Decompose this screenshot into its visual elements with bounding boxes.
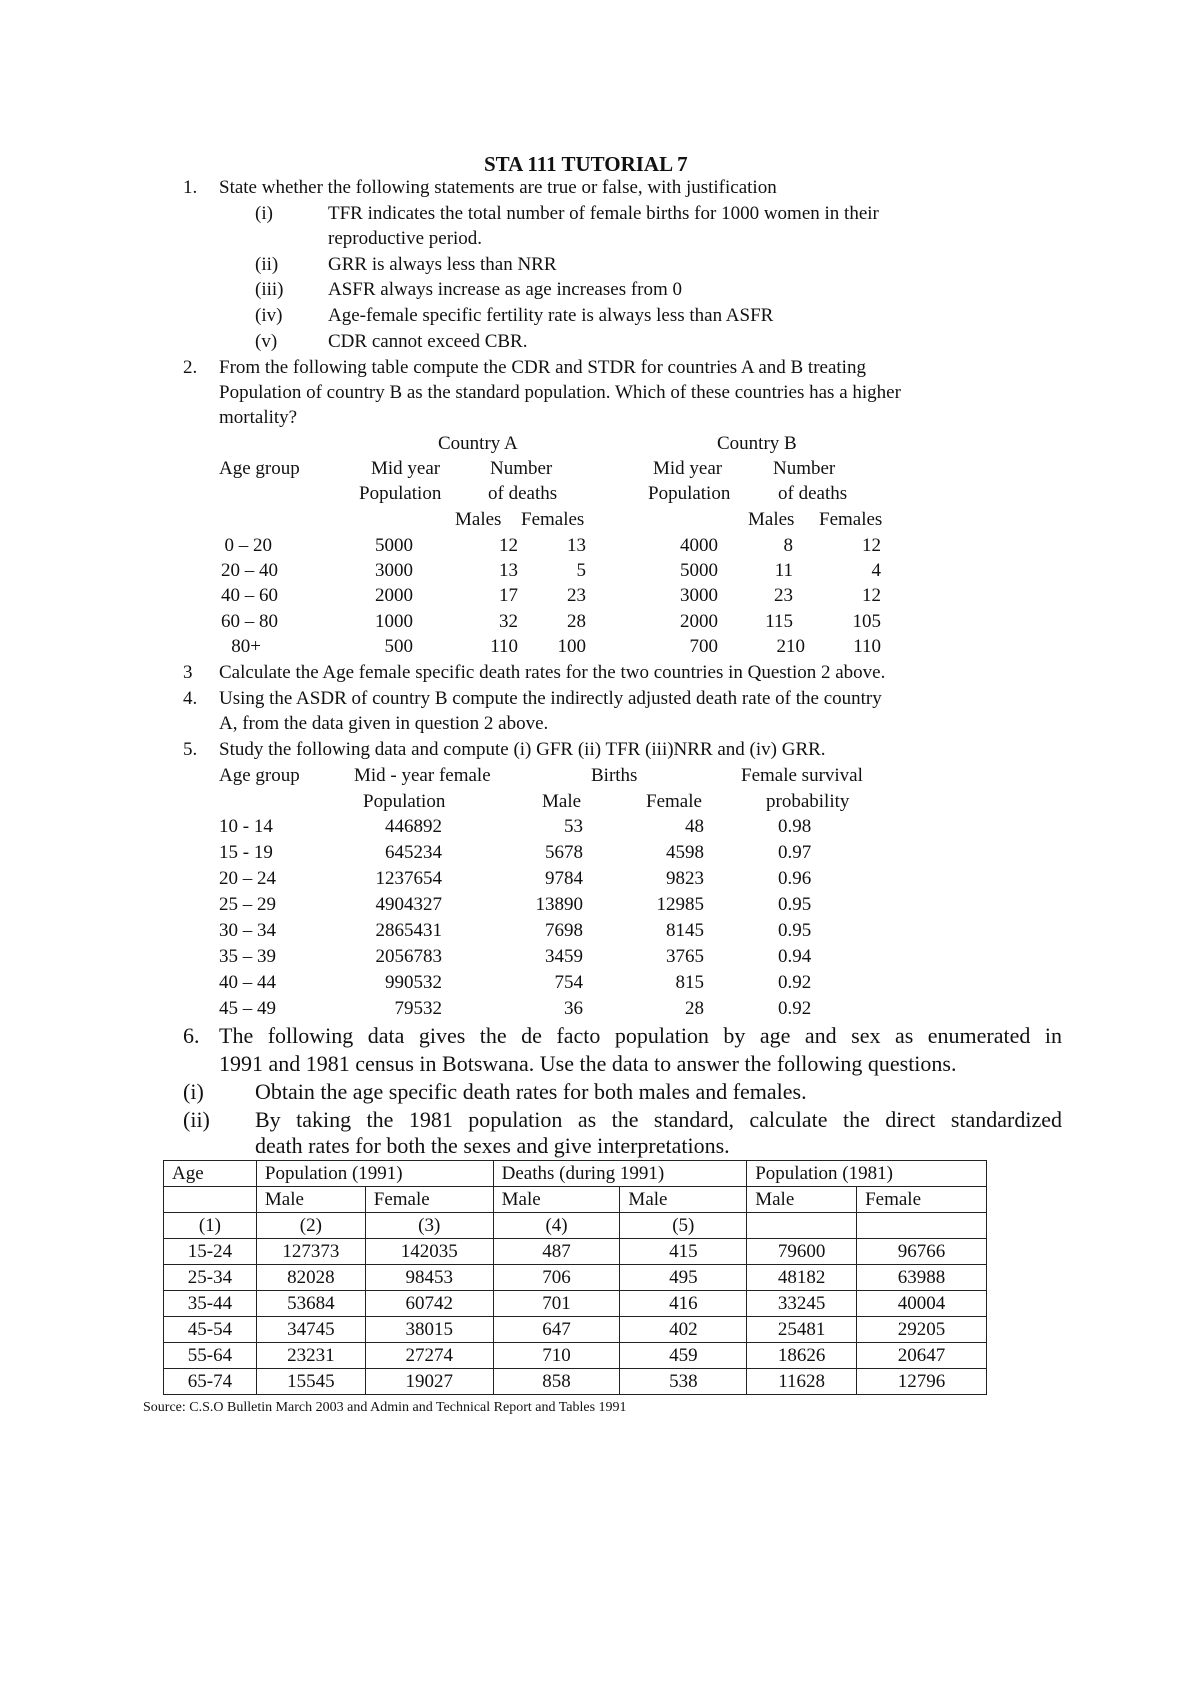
q5-cell-survival: 0.92 (778, 998, 812, 1019)
q5-cell-female-births: 28 (685, 998, 704, 1019)
q5-cell-survival: 0.95 (778, 920, 812, 941)
table-row (164, 1265, 987, 1291)
q2-header-females-b: Females (819, 509, 883, 530)
table-header-cell: Male (493, 1187, 620, 1213)
q3-text: Calculate the Age female specific death rates for the two countries in Question 2 above. (219, 662, 886, 683)
table-header-row (164, 1187, 987, 1213)
q5-cell-age: 30 – 34 (219, 920, 276, 941)
q2-cell-pop-a: 2000 (375, 585, 413, 606)
q5-cell-female-births: 8145 (666, 920, 704, 941)
q2-cell-pop-a: 3000 (375, 560, 413, 581)
q5-cell-female-births: 48 (685, 816, 704, 837)
q5-cell-female-births: 4598 (666, 842, 704, 863)
table-cell: 127373 (256, 1239, 365, 1265)
q2-cell-pop-a: 500 (384, 636, 413, 657)
table-cell: 33245 (747, 1291, 857, 1317)
table-header-cell: Male (256, 1187, 365, 1213)
table-cell: 706 (493, 1265, 620, 1291)
table-row (164, 1239, 987, 1265)
q5-cell-male-births: 5678 (545, 842, 583, 863)
q2-header-population-b: Population (648, 483, 731, 504)
q2-header-males-a: Males (455, 509, 502, 530)
q5-cell-female-births: 12985 (656, 894, 704, 915)
q6-part-label: (i) (183, 1079, 204, 1104)
q5-header-population: Population (363, 791, 446, 812)
q2-cell-pop-b: 700 (689, 636, 718, 657)
q2-cell-pop-b: 4000 (680, 535, 718, 556)
q5-cell-population: 4904327 (375, 894, 442, 915)
q2-header-of-deaths-b: of deaths (778, 483, 848, 504)
q5-cell-age: 45 – 49 (219, 998, 276, 1019)
table-cell: 29205 (857, 1317, 987, 1343)
q2-cell-males-b: 11 (774, 560, 793, 581)
table-cell: 23231 (256, 1343, 365, 1369)
q2-cell-females-b: 105 (852, 611, 881, 632)
table-cell: 487 (493, 1239, 620, 1265)
q6-part-text: By taking the 1981 population as the standard, calculate the direct standardized (255, 1107, 1062, 1132)
q4-text-line: Using the ASDR of country B compute the indirectly adjusted death rate of the country (219, 688, 882, 709)
q5-cell-survival: 0.94 (778, 946, 812, 967)
table-header-cell: Male (620, 1187, 747, 1213)
q2-cell-pop-a: 5000 (375, 535, 413, 556)
q2-header-country-a: Country A (438, 433, 518, 454)
q1-item-label: (iv) (255, 305, 283, 326)
q2-cell-age: 60 – 80 (221, 611, 278, 632)
q1-item-text: TFR indicates the total number of female births for 1000 women in their (328, 203, 879, 224)
table-cell: 79600 (747, 1239, 857, 1265)
q5-cell-male-births: 9784 (545, 868, 583, 889)
q5-cell-age: 35 – 39 (219, 946, 276, 967)
q5-cell-age: 40 – 44 (219, 972, 276, 993)
q2-cell-females-b: 12 (862, 535, 881, 556)
table-cell: 35-44 (164, 1291, 257, 1317)
page-title: STA 111 TUTORIAL 7 (484, 152, 688, 176)
table-cell: 25481 (747, 1317, 857, 1343)
q1-item-label: (iii) (255, 279, 284, 300)
table-cell: 18626 (747, 1343, 857, 1369)
q1-item-text: ASFR always increase as age increases from 0 (328, 279, 683, 300)
q1-item-label: (v) (255, 331, 278, 352)
table-cell: 142035 (365, 1239, 493, 1265)
q5-text: Study the following data and compute (i) GFR (ii) TFR (iii)NRR and (iv) GRR. (219, 739, 826, 760)
q5-cell-population: 2056783 (375, 946, 442, 967)
q5-cell-male-births: 7698 (545, 920, 583, 941)
table-row (164, 1369, 987, 1395)
q5-cell-male-births: 3459 (545, 946, 583, 967)
table-cell: 710 (493, 1343, 620, 1369)
q5-cell-survival: 0.92 (778, 972, 812, 993)
q1-number: 1. (183, 177, 198, 198)
q2-header-number-b: Number (773, 458, 836, 479)
q2-cell-females-b: 12 (862, 585, 881, 606)
q6-text-line: 1991 and 1981 census in Botswana. Use the data to answer the following questions. (219, 1051, 957, 1076)
q2-cell-males-b: 23 (774, 585, 793, 606)
q2-cell-pop-b: 5000 (680, 560, 718, 581)
q5-cell-population: 990532 (385, 972, 442, 993)
table-cell: 25-34 (164, 1265, 257, 1291)
q2-cell-age: 20 – 40 (221, 560, 278, 581)
table-cell: 63988 (857, 1265, 987, 1291)
q6-part-text: Obtain the age specific death rates for both males and females. (255, 1079, 807, 1104)
table-cell: 12796 (857, 1369, 987, 1395)
q1-item-text: GRR is always less than NRR (328, 254, 557, 275)
q4-text-line: A, from the data given in question 2 above. (219, 713, 549, 734)
q5-cell-survival: 0.97 (778, 842, 812, 863)
q2-cell-females-b: 4 (871, 560, 881, 581)
table-cell: 96766 (857, 1239, 987, 1265)
table-header-cell: Age (164, 1161, 257, 1187)
table-row (164, 1343, 987, 1369)
table-cell: 53684 (256, 1291, 365, 1317)
q3-number: 3 (183, 662, 193, 683)
q5-header-female: Female (646, 791, 702, 812)
q5-cell-age: 15 - 19 (219, 842, 273, 863)
q2-cell-males-b: 8 (783, 535, 793, 556)
q1-item-text: CDR cannot exceed CBR. (328, 331, 528, 352)
q5-cell-population: 1237654 (375, 868, 442, 889)
table-cell: 65-74 (164, 1369, 257, 1395)
table-cell: 98453 (365, 1265, 493, 1291)
q5-header-births: Births (591, 765, 638, 786)
q2-text-line: Population of country B as the standard population. Which of these countries has a higher (219, 382, 901, 403)
table-header-cell (857, 1213, 987, 1239)
table-header-cell: (1) (164, 1213, 257, 1239)
table-header-cell (747, 1213, 857, 1239)
q2-number: 2. (183, 357, 198, 378)
q6-part-text: death rates for both the sexes and give interpretations. (255, 1133, 730, 1158)
table-row (164, 1317, 987, 1343)
table-cell: 48182 (747, 1265, 857, 1291)
table-cell: 11628 (747, 1369, 857, 1395)
q2-cell-age: 40 – 60 (221, 585, 278, 606)
table-cell: 647 (493, 1317, 620, 1343)
botswana-table (163, 1160, 987, 1395)
q2-cell-females-b: 110 (853, 636, 881, 657)
q2-text-line: From the following table compute the CDR and STDR for countries A and B treating (219, 357, 866, 378)
table-cell: 19027 (365, 1369, 493, 1395)
q4-number: 4. (183, 688, 198, 709)
table-cell: 38015 (365, 1317, 493, 1343)
table-header-cell: (3) (365, 1213, 493, 1239)
q2-header-of-deaths-a: of deaths (488, 483, 558, 504)
q5-cell-population: 446892 (385, 816, 442, 837)
q5-cell-female-births: 3765 (666, 946, 704, 967)
q5-header-male: Male (542, 791, 582, 812)
table-row (164, 1291, 987, 1317)
q5-header-female-survival: Female survival (741, 765, 863, 786)
q5-cell-male-births: 36 (564, 998, 583, 1019)
q2-cell-age: 80+ (231, 636, 261, 657)
q5-header-age-group: Age group (219, 765, 300, 786)
q1-text: State whether the following statements are true or false, with justification (219, 177, 777, 198)
table-cell: 701 (493, 1291, 620, 1317)
q5-cell-survival: 0.98 (778, 816, 812, 837)
table-header-cell: Population (1981) (747, 1161, 987, 1187)
table-cell: 416 (620, 1291, 747, 1317)
q6-number: 6. (183, 1023, 200, 1048)
q5-cell-male-births: 13890 (535, 894, 583, 915)
q5-cell-population: 645234 (385, 842, 442, 863)
q2-header-age-group: Age group (219, 458, 300, 479)
q5-cell-male-births: 754 (554, 972, 583, 993)
table-header-cell: Female (857, 1187, 987, 1213)
table-header-cell: Female (365, 1187, 493, 1213)
table-cell: 45-54 (164, 1317, 257, 1343)
q2-header-population-a: Population (359, 483, 442, 504)
q5-header-probability: probability (766, 791, 850, 812)
q5-cell-survival: 0.95 (778, 894, 812, 915)
table-cell: 55-64 (164, 1343, 257, 1369)
table-header-row (164, 1213, 987, 1239)
table-cell: 15-24 (164, 1239, 257, 1265)
q1-item-text: Age-female specific fertility rate is always less than ASFR (328, 305, 774, 326)
table-cell: 15545 (256, 1369, 365, 1395)
q2-cell-males-a: 110 (490, 636, 518, 657)
q5-cell-age: 25 – 29 (219, 894, 276, 915)
q2-cell-males-a: 13 (499, 560, 518, 581)
q6-text-line: The following data gives the de facto population by age and sex as enumerated in (219, 1023, 1062, 1048)
table-cell: 858 (493, 1369, 620, 1395)
q2-cell-pop-b: 2000 (680, 611, 718, 632)
q5-cell-age: 10 - 14 (219, 816, 273, 837)
q2-text-line: mortality? (219, 407, 298, 428)
table-header-cell (164, 1187, 257, 1213)
table-cell: 27274 (365, 1343, 493, 1369)
q5-header-mid-year-female: Mid - year female (354, 765, 491, 786)
table-cell: 415 (620, 1239, 747, 1265)
q2-cell-pop-a: 1000 (375, 611, 413, 632)
table-cell: 60742 (365, 1291, 493, 1317)
q5-cell-age: 20 – 24 (219, 868, 276, 889)
q5-cell-female-births: 9823 (666, 868, 704, 889)
q2-cell-males-a: 32 (499, 611, 518, 632)
table-header-cell: (5) (620, 1213, 747, 1239)
table-cell: 459 (620, 1343, 747, 1369)
table-header-cell: Population (1991) (256, 1161, 493, 1187)
source-note: Source: C.S.O Bulletin March 2003 and Admin and Technical Report and Tables 1991 (143, 1400, 627, 1415)
table-header-cell: (4) (493, 1213, 620, 1239)
q5-cell-population: 2865431 (375, 920, 442, 941)
q2-cell-females-a: 5 (576, 560, 586, 581)
table-cell: 34745 (256, 1317, 365, 1343)
q5-cell-female-births: 815 (675, 972, 704, 993)
q2-header-number-a: Number (490, 458, 553, 479)
q1-item-label: (ii) (255, 254, 279, 275)
q1-item-label: (i) (255, 203, 273, 224)
q2-cell-females-a: 100 (557, 636, 586, 657)
q2-cell-females-a: 13 (567, 535, 586, 556)
q2-cell-males-b: 115 (765, 611, 793, 632)
q5-cell-male-births: 53 (564, 816, 583, 837)
q2-header-males-b: Males (748, 509, 795, 530)
table-header-row (164, 1161, 987, 1187)
q1-item-text: reproductive period. (328, 228, 483, 249)
table-cell: 82028 (256, 1265, 365, 1291)
table-cell: 538 (620, 1369, 747, 1395)
table-header-cell: Deaths (during 1991) (493, 1161, 747, 1187)
q2-cell-age: 0 – 20 (224, 535, 272, 556)
table-cell: 495 (620, 1265, 747, 1291)
q2-header-mid-year-b: Mid year (653, 458, 723, 479)
q2-cell-males-a: 17 (499, 585, 518, 606)
q5-cell-survival: 0.96 (778, 868, 812, 889)
q5-cell-population: 79532 (394, 998, 442, 1019)
q6-part-label: (ii) (183, 1107, 210, 1132)
table-cell: 402 (620, 1317, 747, 1343)
q2-header-females-a: Females (521, 509, 585, 530)
q2-header-country-b: Country B (717, 433, 797, 454)
q2-cell-females-a: 23 (567, 585, 586, 606)
table-header-cell: (2) (256, 1213, 365, 1239)
table-header-cell: Male (747, 1187, 857, 1213)
table-cell: 20647 (857, 1343, 987, 1369)
q5-number: 5. (183, 739, 198, 760)
q2-header-mid-year-a: Mid year (371, 458, 441, 479)
q2-cell-males-a: 12 (499, 535, 518, 556)
q2-cell-males-b: 210 (776, 636, 805, 657)
q2-cell-pop-b: 3000 (680, 585, 718, 606)
q2-cell-females-a: 28 (567, 611, 586, 632)
table-cell: 40004 (857, 1291, 987, 1317)
